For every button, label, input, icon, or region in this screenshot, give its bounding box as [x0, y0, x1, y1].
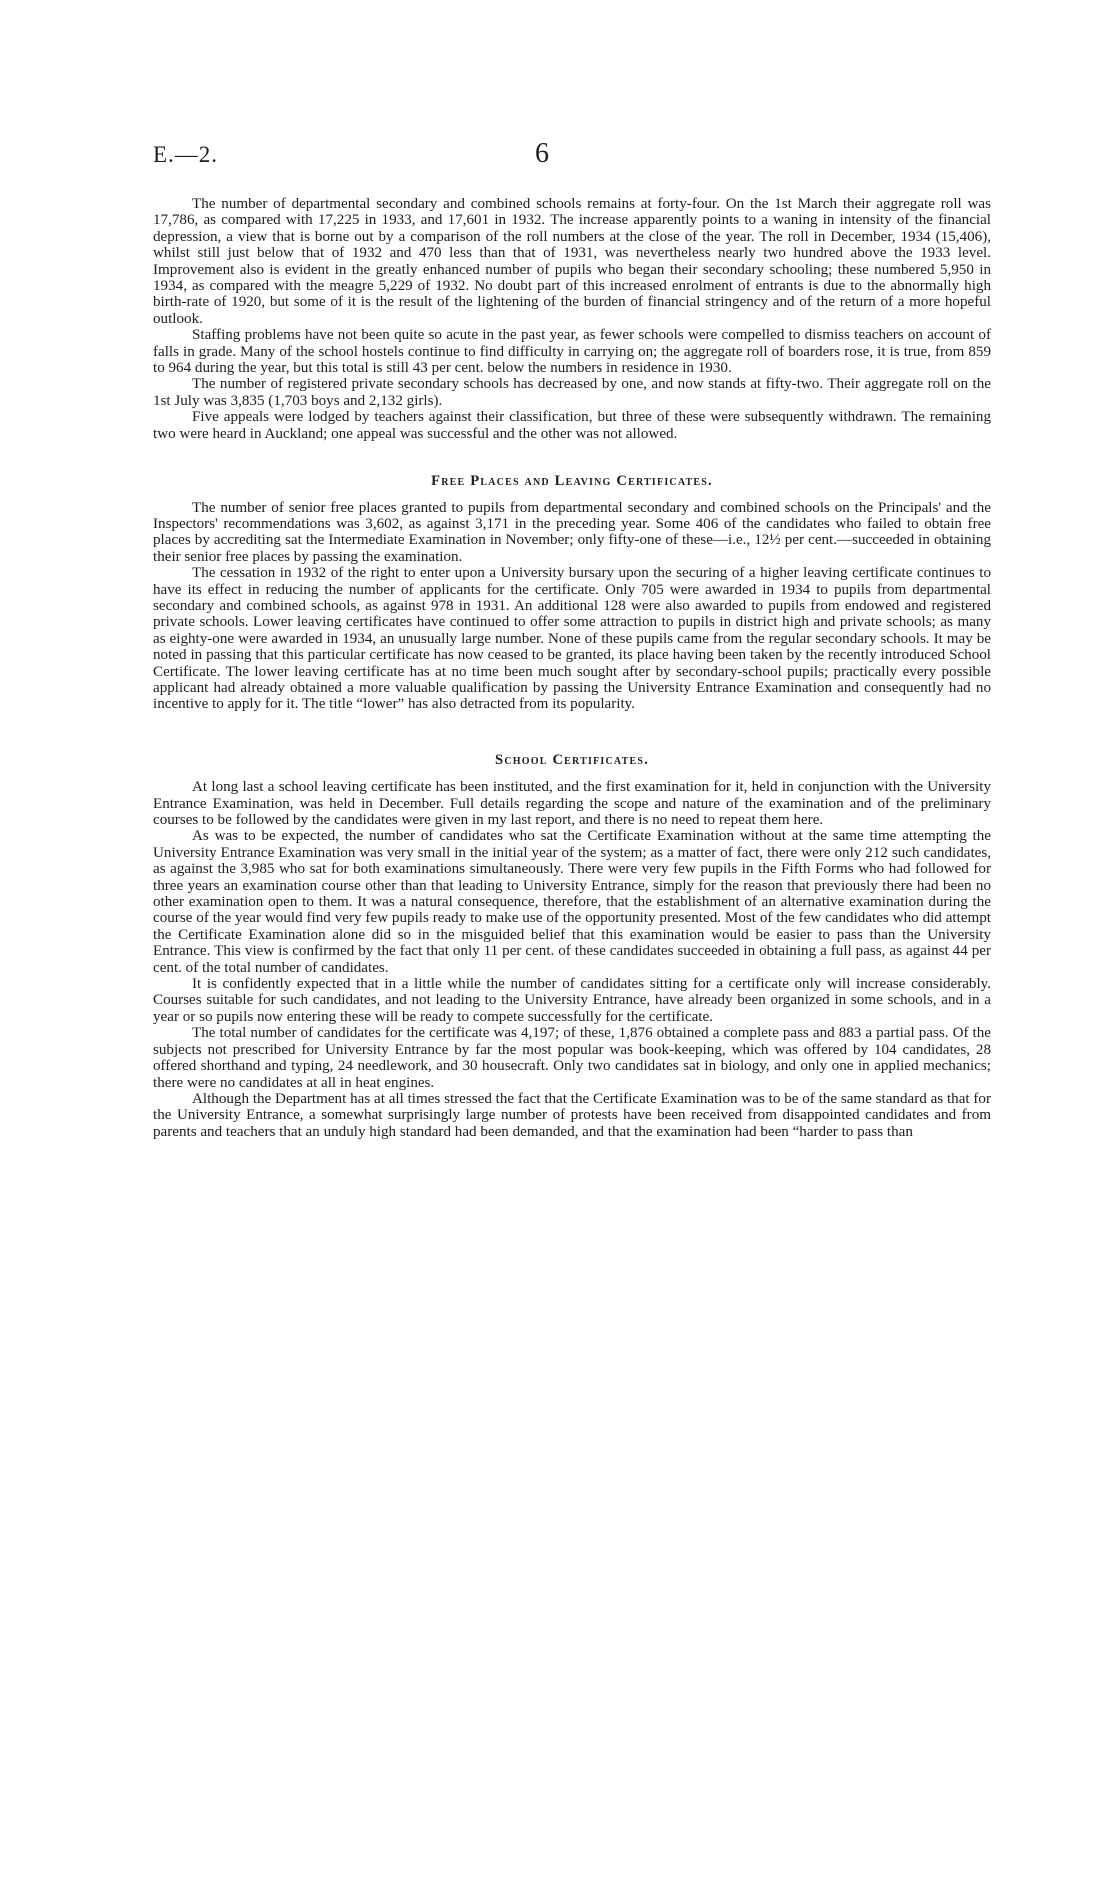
- paragraph: Although the Department has at all times stressed the fact that the Certificate Examination was to be of the same standard as that for the University Entrance, a somewhat surprisingly large number of protests have been received from disappointed candidates and from parents and teachers that an unduly high standard had been demanded, and that the examination had been “harder to pass than: [153, 1090, 991, 1140]
- paragraph: As was to be expected, the number of candidates who sat the Certificate Examination without at the same time attempting the University Entrance Examination was very small in the initial year of the system; as a matter of fact, there were only 212 such candidates, as against the 3,985 who sat for both examinations simultaneously. There were very few pupils in the Fifth Forms who had followed for three years an examination course other than that leading to University Entrance, simply for the reason that previously there had been no other examination open to them. It was a natural consequence, therefore, that the establishment of an alternative examination during the course of the year would find very few pupils ready to make use of the opportunity presented. Most of the few candidates who did attempt the Certificate Examination alone did so in the misguided belief that this examination would be easier to pass than the University Entrance. This view is confirmed by the fact that only 11 per cent. of these candidates succeeded in obtaining a full pass, as against 44 per cent. of the total number of candidates.: [153, 828, 991, 976]
- section-heading-free-places: Free Places and Leaving Certificates.: [431, 473, 713, 490]
- paragraph: The number of departmental secondary and combined schools remains at forty-four. On the 1st March their aggregate roll was 17,786, as compared with 17,225 in 1933, and 17,601 in 1932. The increase apparently points to a waning in intensity of the financial depression, a view that is borne out by a comparison of the roll numbers at the close of the year. The roll in December, 1934 (15,406), whilst still just below that of 1932 and 470 less than that of 1931, was nevertheless nearly two hundred above the 1933 level. Improvement also is evident in the greatly enhanced number of pupils who began their secondary schooling; these numbered 5,950 in 1934, as compared with the meagre 5,229 of 1932. No doubt part of this increased enrolment of entrants is due to the abnormally high birth-rate of 1920, but some of it is the result of the lightening of the burden of financial stringency and of the return of a more hopeful outlook.: [153, 196, 991, 327]
- paragraph: The total number of candidates for the certificate was 4,197; of these, 1,876 obtained a complete pass and 883 a partial pass. Of the subjects not prescribed for University Entrance by far the most popular was book-keeping, which was offered by 104 candidates, 28 offered shorthand and typing, 24 needlework, and 30 housecraft. Only two candidates sat in biology, and only one in applied mechanics; there were no candidates at all in heat engines.: [153, 1025, 991, 1091]
- paragraph: Staffing problems have not been quite so acute in the past year, as fewer schools were compelled to dismiss teachers on account of falls in grade. Many of the school hostels continue to find difficulty in carrying on; the aggregate roll of boarders rose, it is true, from 859 to 964 during the year, but this total is still 43 per cent. below the numbers in residence in 1930.: [153, 327, 991, 377]
- paragraph: Five appeals were lodged by teachers against their classification, but three of these were subsequently withdrawn. The remaining two were heard in Auckland; one appeal was successful and the other was not allowed.: [153, 409, 991, 442]
- paragraph: The cessation in 1932 of the right to enter upon a University bursary upon the securing of a higher leaving certificate continues to have its effect in reducing the number of applicants for the certificate. Only 705 were awarded in 1934 to pupils from departmental secondary and combined schools, as against 978 in 1931. An additional 128 were also awarded to pupils from endowed and registered private schools. Lower leaving certificates have continued to offer some attraction to pupils in district high and private schools; as many as eighty-one were awarded in 1934, an unusually large number. None of these pupils came from the regular secondary schools. It may be noted in passing that this particular certificate has now ceased to be granted, its place having been taken by the recently introduced School Certificate. The lower leaving certificate has at no time been much sought after by secondary-school pupils; practically every possible applicant had already obtained a more valuable qualification by passing the University Entrance Examination and consequently had no incentive to apply for it. The title “lower” has also detracted from its popularity.: [153, 565, 991, 713]
- document-reference: E.—2.: [153, 142, 219, 167]
- paragraph: The number of senior free places granted to pupils from departmental secondary and combined schools on the Principals' and the Inspectors' recommendations was 3,602, as against 3,171 in the preceding year. Some 406 of the candidates who failed to obtain free places by accrediting sat the Intermediate Examination in November; only fifty-one of these—i.e., 12½ per cent.—succeeded in obtaining their senior free places by passing the examination.: [153, 499, 991, 565]
- page-number: 6: [535, 138, 549, 169]
- paragraph: It is confidently expected that in a little while the number of candidates sitting for a certificate only will increase considerably. Courses suitable for such candidates, and not leading to the University Entrance, have already been organized in some schools, and in a year or so pupils now entering these will be ready to compete successfully for the certificate.: [153, 976, 991, 1025]
- section-heading-school-certificates: School Certificates.: [495, 751, 649, 768]
- paragraph: The number of registered private secondary schools has decreased by one, and now stands at fifty-two. Their aggregate roll on the 1st July was 3,835 (1,703 boys and 2,132 girls).: [153, 376, 991, 409]
- running-header: [153, 138, 993, 170]
- report-body: [153, 196, 991, 1140]
- paragraph: At long last a school leaving certificate has been instituted, and the first examination for it, held in conjunction with the University Entrance Examination, was held in December. Full details regarding the scope and nature of the examination and of the preliminary courses to be followed by the candidates were given in my last report, and there is no need to repeat them here.: [153, 779, 991, 828]
